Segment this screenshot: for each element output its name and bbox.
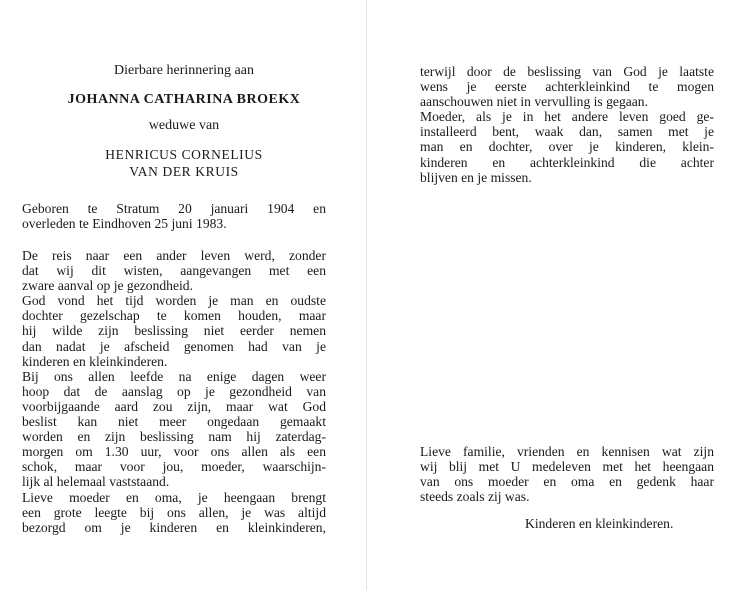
text-line: De reis naar een ander leven werd, zonder	[22, 248, 326, 263]
text-line: aanschouwen niet in vervulling is gegaan.	[420, 94, 649, 110]
signature: Kinderen en kleinkinderen.	[525, 516, 674, 531]
text-line: dat wij dit wisten, aangevangen met een	[22, 263, 326, 279]
text-line: worden en zijn beslissing nam hij zaterdag-	[22, 429, 326, 445]
deceased-name: JOHANNA CATHARINA BROEKX	[67, 92, 301, 107]
text-line: God vond het tijd worden je man en oudste	[22, 293, 326, 309]
text-line: een grote leegte bij ons allen, je was altijd	[22, 504, 326, 520]
text-line: dochter gezelschap te komen houden, maar	[22, 308, 326, 324]
text-line: kinderen en kleinkinderen.	[22, 353, 168, 369]
text-line: installeerd bent, waak dan, samen met je	[420, 124, 714, 140]
text-line: Lieve familie, vrienden en kennisen wat zijn	[420, 444, 714, 459]
husband-name-line2: VAN DER KRUIS	[129, 164, 239, 179]
header-block	[24, 62, 344, 180]
text-line: wens je eerste achterkleinkind te mogen	[420, 79, 714, 95]
text-line: hij wilde zijn beslissing niet eerder nemen	[22, 323, 326, 339]
text-line: morgen om 1.30 uur, voor ons allen als een	[22, 444, 326, 460]
text-line: bezorgd om je kinderen en kleinkinderen,	[22, 519, 326, 535]
text-line: zware aanval op je gezondheid.	[22, 278, 193, 294]
text-line: man en dochter, over je kinderen, klein-	[420, 139, 714, 155]
birth-line: Geboren te Stratum 20 januari 1904 en	[22, 201, 326, 216]
text-line: hoop dat de aanslag op je gezondheid van	[22, 383, 326, 399]
text-line: beslist kan niet meer ongedaan gemaakt	[22, 414, 326, 430]
text-line: kinderen en achterkleinkind die achter	[420, 154, 714, 170]
text-line: schok, maar voor jou, moeder, waarschijn-	[22, 459, 326, 475]
text-line: van ons moeder en oma en gedenk haar	[420, 474, 714, 490]
text-line: dan nadat je afscheid genomen had van je	[22, 338, 326, 354]
text-line: lijk al helemaal vaststaand.	[22, 474, 170, 490]
relation-line: weduwe van	[148, 118, 220, 133]
text-line: voorbijgaande aard zou zijn, maar wat God	[22, 398, 326, 414]
text-line: terwijl door de beslissing van God je laatste	[420, 64, 714, 79]
text-line: wij blij met U medeleven met het heengaan	[420, 459, 714, 475]
text-line: blijven en je missen.	[420, 169, 532, 185]
left-page	[0, 0, 367, 590]
text-line: steeds zoals zij was.	[420, 489, 530, 505]
intro-line: Dierbare herinnering aan	[114, 63, 254, 78]
death-line: overleden te Eindhoven 25 juni 1983.	[22, 216, 227, 232]
memorial-text-left	[22, 248, 326, 535]
right-page	[367, 0, 735, 590]
memorial-text-right	[420, 64, 714, 185]
family-thanks	[420, 444, 714, 504]
text-line: Lieve moeder en oma, je heengaan brengt	[22, 489, 326, 505]
text-line: Bij ons allen leefde na enige dagen weer	[22, 368, 326, 384]
husband-name-line1: HENRICUS CORNELIUS	[105, 147, 263, 162]
birth-death-dates	[22, 201, 326, 231]
text-line: Moeder, als je in het andere leven goed ge-	[420, 109, 714, 125]
